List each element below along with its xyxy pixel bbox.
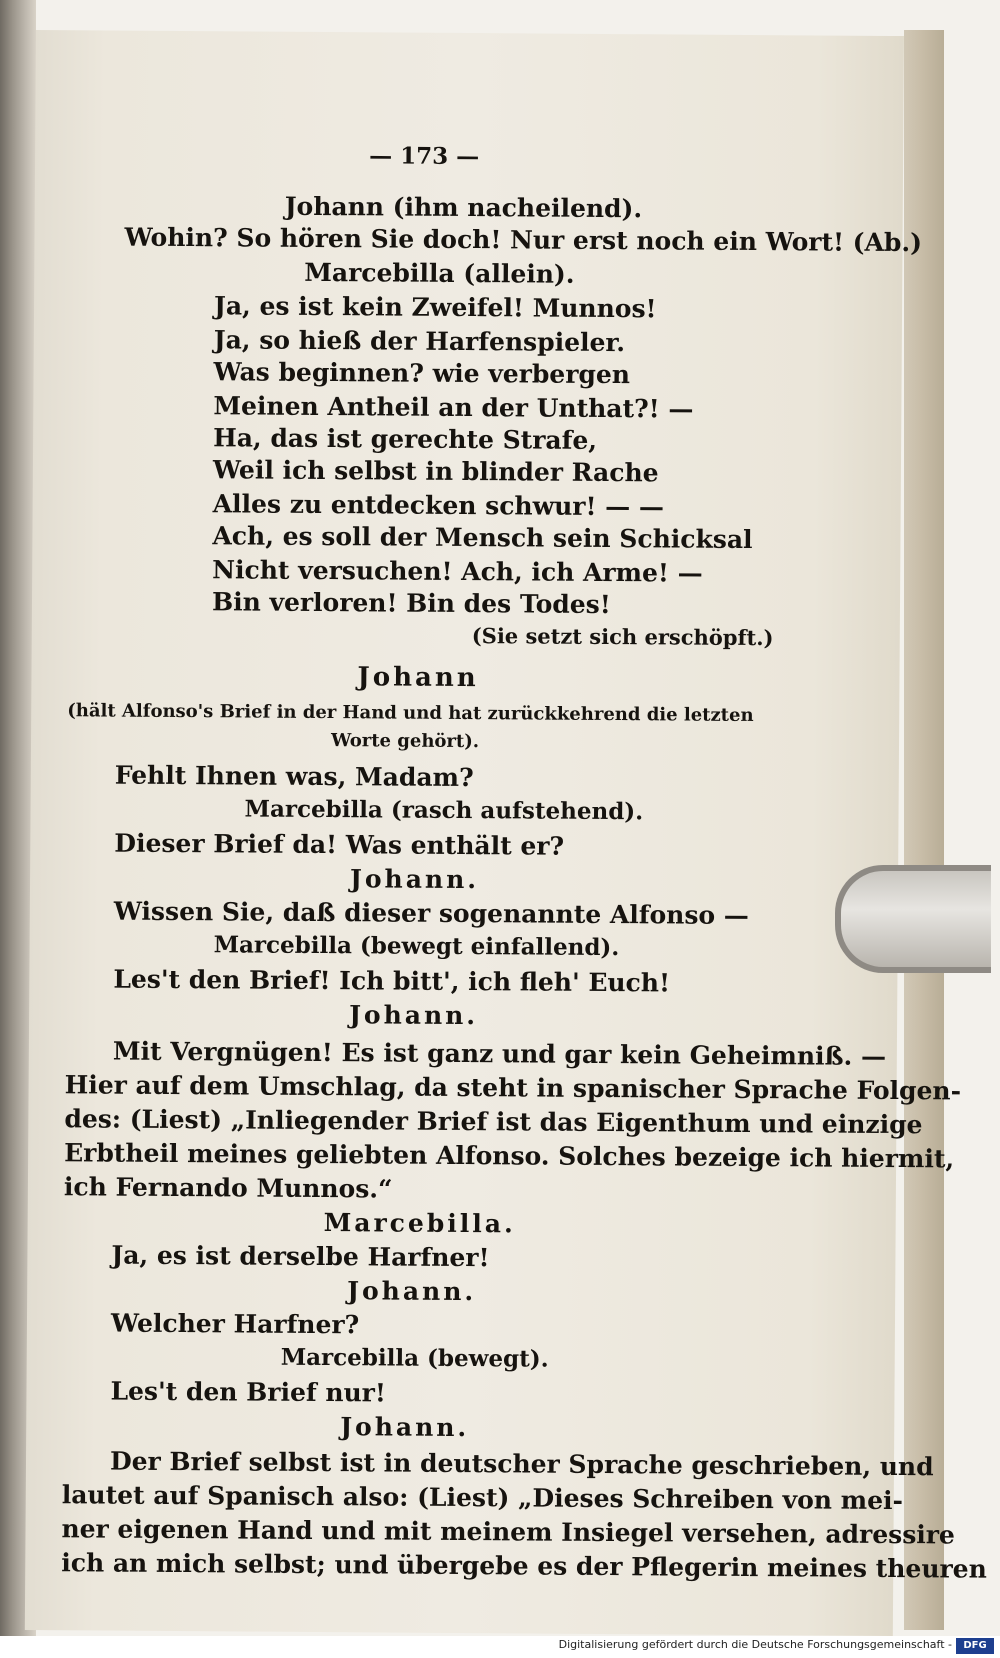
speaker-line: Johann (ihm nacheilend). [284, 191, 643, 224]
dialogue-line: Wohin? So hören Sie doch! Nur erst noch ein Wort! (Ab.) [124, 222, 923, 258]
page-stack-edge [904, 30, 944, 1630]
prose-line: lautet auf Spanisch also: (Liest) „Dieses Schreiben von mei- [61, 1480, 904, 1516]
footer-credit: Digitalisierung gefördert durch die Deutsche Forschungsgemeinschaft - [558, 1638, 952, 1651]
prose-line: des: (Liest) „Inliegender Brief ist das Eigenthum und einzige [64, 1104, 923, 1140]
verse-line: Bin verloren! Bin des Todes! [211, 587, 611, 620]
speaker-name: Johann. [347, 1276, 477, 1307]
speaker-name: Johann. [340, 1412, 470, 1443]
speaker-name: Johann. [349, 864, 480, 895]
prose-line: ner eigenen Hand und mit meinem Insiegel versehen, adressire [61, 1514, 956, 1550]
verse-line: Nicht versuchen! Ach, ich Arme! — [212, 555, 703, 588]
speaker-name: Johann. [349, 1000, 479, 1031]
dialogue-line: Les't den Brief! Ich bitt', ich fleh' Euch! [113, 964, 671, 998]
dialogue-line: Welcher Harfner? [110, 1308, 360, 1340]
dialogue-line: Les't den Brief nur! [110, 1376, 386, 1408]
verse-line: Ja, so hieß der Harfenspieler. [213, 325, 626, 358]
dialogue-line: Dieser Brief da! Was enthält er? [114, 828, 565, 861]
digitization-footer [0, 1636, 1000, 1658]
prose-line: ich Fernando Munnos.“ [63, 1172, 393, 1204]
verse-line: Weil ich selbst in blinder Rache [212, 455, 659, 488]
verse-line: Ha, das ist gerechte Strafe, [213, 423, 598, 455]
stage-direction: (hält Alfonso's Brief in der Hand und hat zurückkehrend die letzten [67, 700, 754, 727]
verse-line: Ja, es ist kein Zweifel! Munnos! [213, 291, 657, 324]
verse-line: Ach, es soll der Mensch sein Schicksal [212, 521, 753, 555]
page-number: — 173 — [369, 142, 480, 171]
dfg-logo[interactable]: DFG [956, 1638, 994, 1654]
speaker-name: Marcebilla. [323, 1208, 516, 1239]
verse-line: Was beginnen? wie verbergen [213, 357, 631, 390]
prose-line: ich an mich selbst; und übergebe es der Pflegerin meines theuren [61, 1548, 987, 1584]
stage-direction: Worte gehört). [330, 730, 480, 753]
dialogue-line: Fehlt Ihnen was, Madam? [114, 760, 474, 793]
speaker-name: Johann [357, 662, 479, 694]
dialogue-line: Ja, es ist derselbe Harfner! [111, 1240, 490, 1273]
page-text-bottom [25, 30, 987, 1636]
dialogue-line: Wissen Sie, daß dieser sogenannte Alfonso — [113, 896, 749, 930]
speaker-line: Marcebilla (allein). [304, 257, 575, 289]
speaker-line: Marcebilla (bewegt). [280, 1343, 549, 1373]
stage-direction: (Sie setzt sich erschöpft.) [471, 623, 774, 651]
verse-line: Meinen Antheil an der Unthat?! — [213, 391, 694, 424]
speaker-line: Marcebilla (rasch aufstehend). [244, 795, 644, 826]
prose-line: Mit Vergnügen! Es ist ganz und gar kein Geheimniß. — [112, 1036, 887, 1071]
speaker-line: Marcebilla (bewegt einfallend). [213, 931, 620, 962]
prose-line: Erbtheil meines geliebten Alfonso. Solches bezeige ich hiermit, [64, 1138, 955, 1174]
prose-line: Der Brief selbst ist in deutscher Sprache geschrieben, und [109, 1446, 934, 1482]
verse-line: Alles zu entdecken schwur! — — [212, 489, 665, 522]
prose-line: Hier auf dem Umschlag, da steht in spanischer Sprache Folgen- [64, 1070, 962, 1106]
